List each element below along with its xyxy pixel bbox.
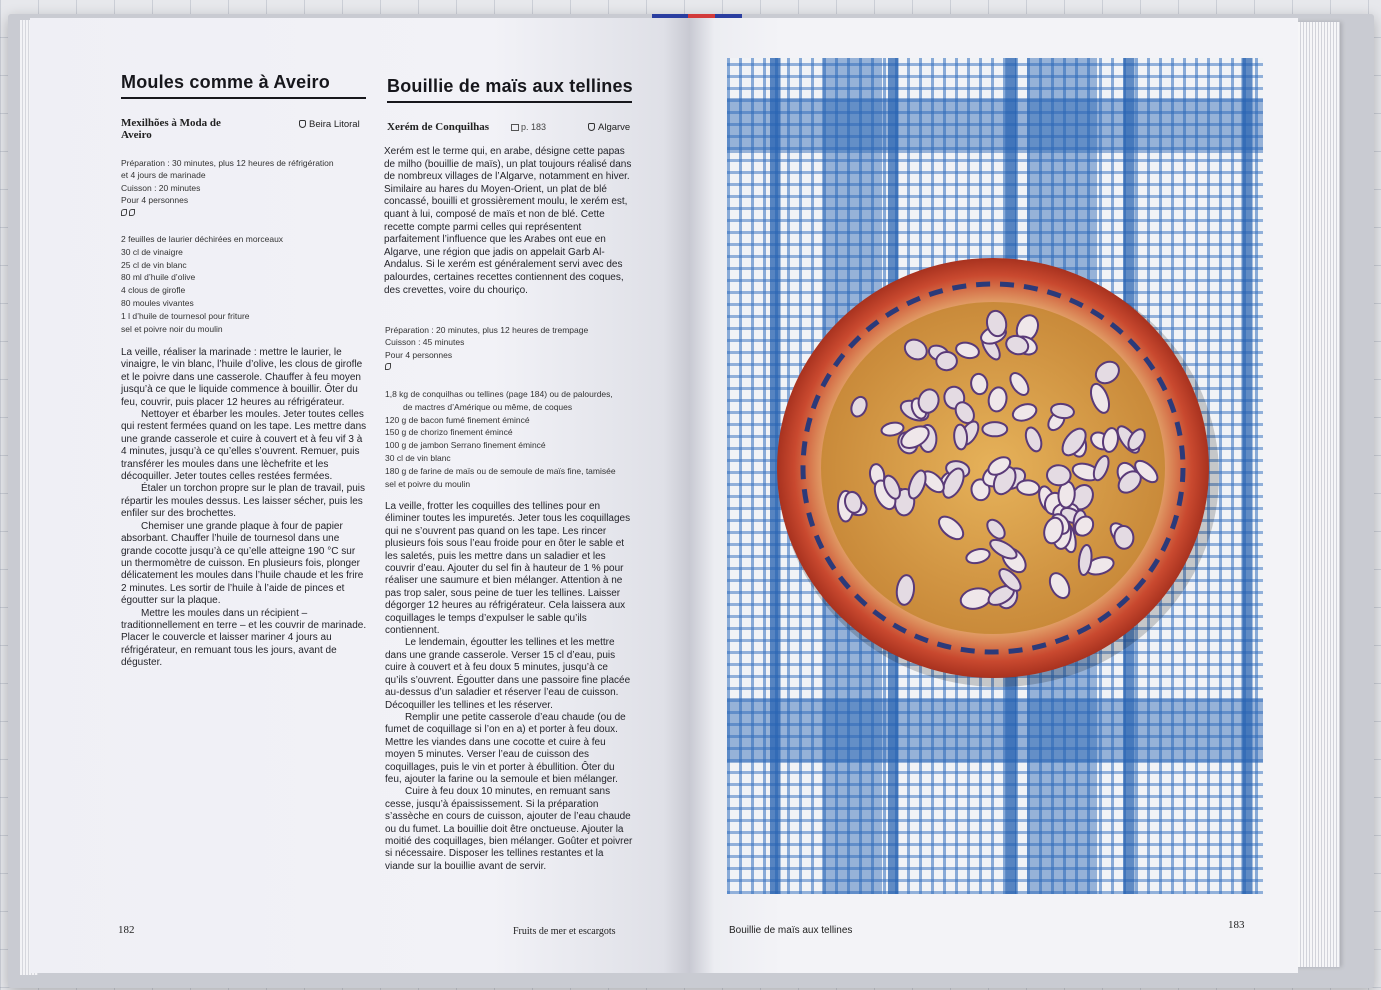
- method-paragraph: Étaler un torchon propre sur le plan de travail, puis répartir les moules dessus. Les laisser sécher, puis les enfiler sur des brochettes.: [121, 483, 366, 520]
- recipe-meta: [385, 324, 625, 374]
- meta-line: et 4 jours de marinade: [121, 170, 206, 181]
- ingredient-list: [121, 233, 371, 335]
- meta-line: Cuisson : 20 minutes: [121, 182, 201, 193]
- ingredient: 25 cl de vin blanc: [121, 259, 187, 270]
- recipe-intro: Xerém est le terme qui, en arabe, désigne cette papas de milho (bouillie de maïs), un plat toujours réalisé dans de nombreux villages de l’Algarve, notamment en hiver. Similaire au hares du Moyen-Orient, un plat de blé concassé, bouilli et grossièrement moulu, le xerém est, quant à lui, composé de maïs et non de blé. Cette recette compte parmi celles qui représentent parfaitement l’influence que les Arabes ont eue en Algarve, une région que jadis on appelait Garb Al-Andalus. Si le xerém est généralement servi avec des palourdes, certaines recettes contiennent des coques, des crevettes, voire du chouriço.: [384, 146, 632, 296]
- method-text: [385, 501, 633, 873]
- ingredient: sel et poivre noir du moulin: [121, 323, 223, 334]
- ingredient: 120 g de bacon fumé finement émincé: [385, 414, 530, 425]
- method-text: [121, 347, 369, 670]
- page-edges-right: [1295, 22, 1340, 967]
- original-name: Xerém de Conquilhas: [387, 121, 490, 133]
- ingredient: sel et poivre du moulin: [385, 478, 471, 489]
- ingredient: 180 g de farine de maïs ou de semoule de maïs fine, tamisée: [385, 465, 616, 476]
- method-paragraph: Mettre les moules dans un récipient – traditionnellement en terre – et les couvrir de marinade. Placer le couvercle et laisser mariner 4 jours au réfrigérateur, en remuant tous les jours, avant de déguster.: [121, 607, 367, 669]
- clam-dish-illustration: [727, 58, 1263, 894]
- method-paragraph: Cuire à feu doux 10 minutes, en remuant sans cesse, jusqu’à épaississement. Si la préparation s’assèche en cours de cuisson, ajouter de l’eau chaude ou du fumet. La bouillie doit être onctueuse. Ajouter la moitié des coquillages, bien mélanger. Goûter et poivrer si nécessaire. Disposer les tellines restantes et la viande sur la bouillie avant de servir.: [385, 786, 633, 872]
- title-rule: [387, 101, 632, 103]
- map-pin-icon: [299, 120, 306, 128]
- recipe-title-bouillie: Bouillie de maïs aux tellines: [387, 76, 633, 96]
- page-reference: [511, 122, 546, 132]
- ingredient: de mactres d’Amérique ou même, de coques: [403, 401, 573, 412]
- map-pin-icon: [588, 123, 595, 131]
- meta-line: Cuisson : 45 minutes: [385, 337, 465, 348]
- page-reference-text: p. 183: [521, 122, 547, 132]
- ingredient: 30 cl de vinaigre: [121, 246, 183, 257]
- photo-icon: [511, 124, 519, 131]
- method-paragraph: Chemiser une grande plaque à four de papier absorbant. Chauffer l’huile de tournesol dans une grande cocotte jusqu’à ce qu’elle atteigne 190 °C sur un thermomètre de cuisson. En plusieurs fois, plonger délicatement les moules dans l’huile chaude et les frire 2 minutes. Les sortir de l’huile à l’aide de pinces et égoutter sur la plaque.: [121, 520, 364, 607]
- leaf-icon: [385, 363, 391, 370]
- ingredient: 30 cl de vin blanc: [385, 452, 451, 463]
- ingredient: 1,8 kg de conquilhas ou tellines (page 184) ou de palourdes,: [385, 389, 613, 399]
- recipe-title-moules: Moules comme à Aveiro: [121, 72, 330, 92]
- meta-line: Pour 4 personnes: [121, 195, 189, 206]
- jar-icon: [129, 209, 135, 216]
- region-label: [588, 122, 630, 133]
- diet-icons: [385, 363, 391, 370]
- left-page: [30, 18, 690, 973]
- ingredient: 80 moules vivantes: [121, 297, 194, 308]
- ingredient: 4 clous de girofle: [121, 285, 186, 296]
- meta-line: Préparation : 30 minutes, plus 12 heures de réfrigération: [121, 158, 334, 168]
- recipe-photo: [727, 58, 1263, 894]
- meta-line: Pour 4 personnes: [385, 349, 453, 360]
- method-paragraph: La veille, réaliser la marinade : mettre le laurier, le vinaigre, le vin blanc, l’huile d’olive, les clous de girofle et le poivre dans une casserole. Chauffer à feu moyen jusqu’à ce que le liquide commence à bouillir. Ôter du feu, couvrir, puis placer 12 heures au réfrigérateur.: [121, 347, 363, 408]
- photo-caption: Bouillie de maïs aux tellines: [729, 925, 853, 936]
- diet-icons: [121, 209, 135, 216]
- region-label: [299, 119, 360, 130]
- ingredient: 80 ml d’huile d’olive: [121, 272, 196, 283]
- meta-line: Préparation : 20 minutes, plus 12 heures de trempage: [385, 325, 589, 335]
- ingredient-list: [385, 388, 645, 490]
- leaf-icon: [121, 209, 127, 216]
- title-rule: [121, 97, 366, 99]
- method-paragraph: Le lendemain, égoutter les tellines et les mettre dans une grande casserole. Verser 15 cl d’eau, puis cuire à couvert et à feu doux 5 minutes, jusqu’à ce qu’ils s’ouvrent. Égoutter dans une passoire fine placée au-dessus d’un saladier et réserver l’eau de cuisson. Décoquiller les tellines et les réserver.: [385, 637, 631, 711]
- page-number-left: 182: [118, 924, 135, 936]
- original-name: Mexilhões à Moda de Aveiro: [121, 117, 221, 141]
- running-head: Fruits de mer et escargots: [513, 926, 616, 937]
- ingredient: 150 g de chorizo finement émincé: [385, 427, 513, 438]
- region-text: Algarve: [598, 122, 631, 133]
- ingredient: 1 l d’huile de tournesol pour friture: [121, 310, 250, 321]
- method-paragraph: La veille, frotter les coquilles des tellines pour en éliminer toutes les impuretés. Jeter tous les coquillages qui ne s’ouvrent pas quand on les tape. Les rincer plusieurs fois sous l’eau froide pour en ôter le sable et les saletés, puis les mettre dans un saladier et les couvrir d’eau. Ajouter du sel fin à hauteur de 1 % pour réaliser une saumure et bien mélanger. Attention à ne pas trop saler, sous peine de tuer les tellines. Laisser dégorger 12 heures au réfrigérateur. Cela laissera aux coquillages le temps d’expulser le sable qu’ils contiennent.: [385, 501, 631, 637]
- region-text: Beira Litoral: [309, 119, 360, 130]
- method-paragraph: Remplir une petite casserole d’eau chaude (ou de fumet de coquillage si l’on en a) et porter à feu doux. Mettre les viandes dans une cocotte et cuire à feu moyen 5 minutes. Verser l’eau de cuisson des coquillages, puis le vin et porter à ébullition. Ôter du feu, ajouter la farine ou la semoule et bien mélanger.: [385, 711, 626, 785]
- ingredient: 100 g de jambon Serrano finement émincé: [385, 440, 546, 451]
- page-number-right: 183: [1228, 919, 1245, 931]
- method-paragraph: Nettoyer et ébarber les moules. Jeter toutes celles qui restent fermées quand on les tape. Les mettre dans une grande casserole et cuire à couvert et à feu vif 3 à 4 minutes, jusqu’à ce qu’elles s’ouvrent. Remuer, puis transférer les moules dans une lèchefrite et les décoquiller. Jeter toutes celles restées fermées.: [121, 409, 367, 483]
- recipe-meta: [121, 157, 361, 219]
- ingredient: 2 feuilles de laurier déchirées en morceaux: [121, 234, 284, 244]
